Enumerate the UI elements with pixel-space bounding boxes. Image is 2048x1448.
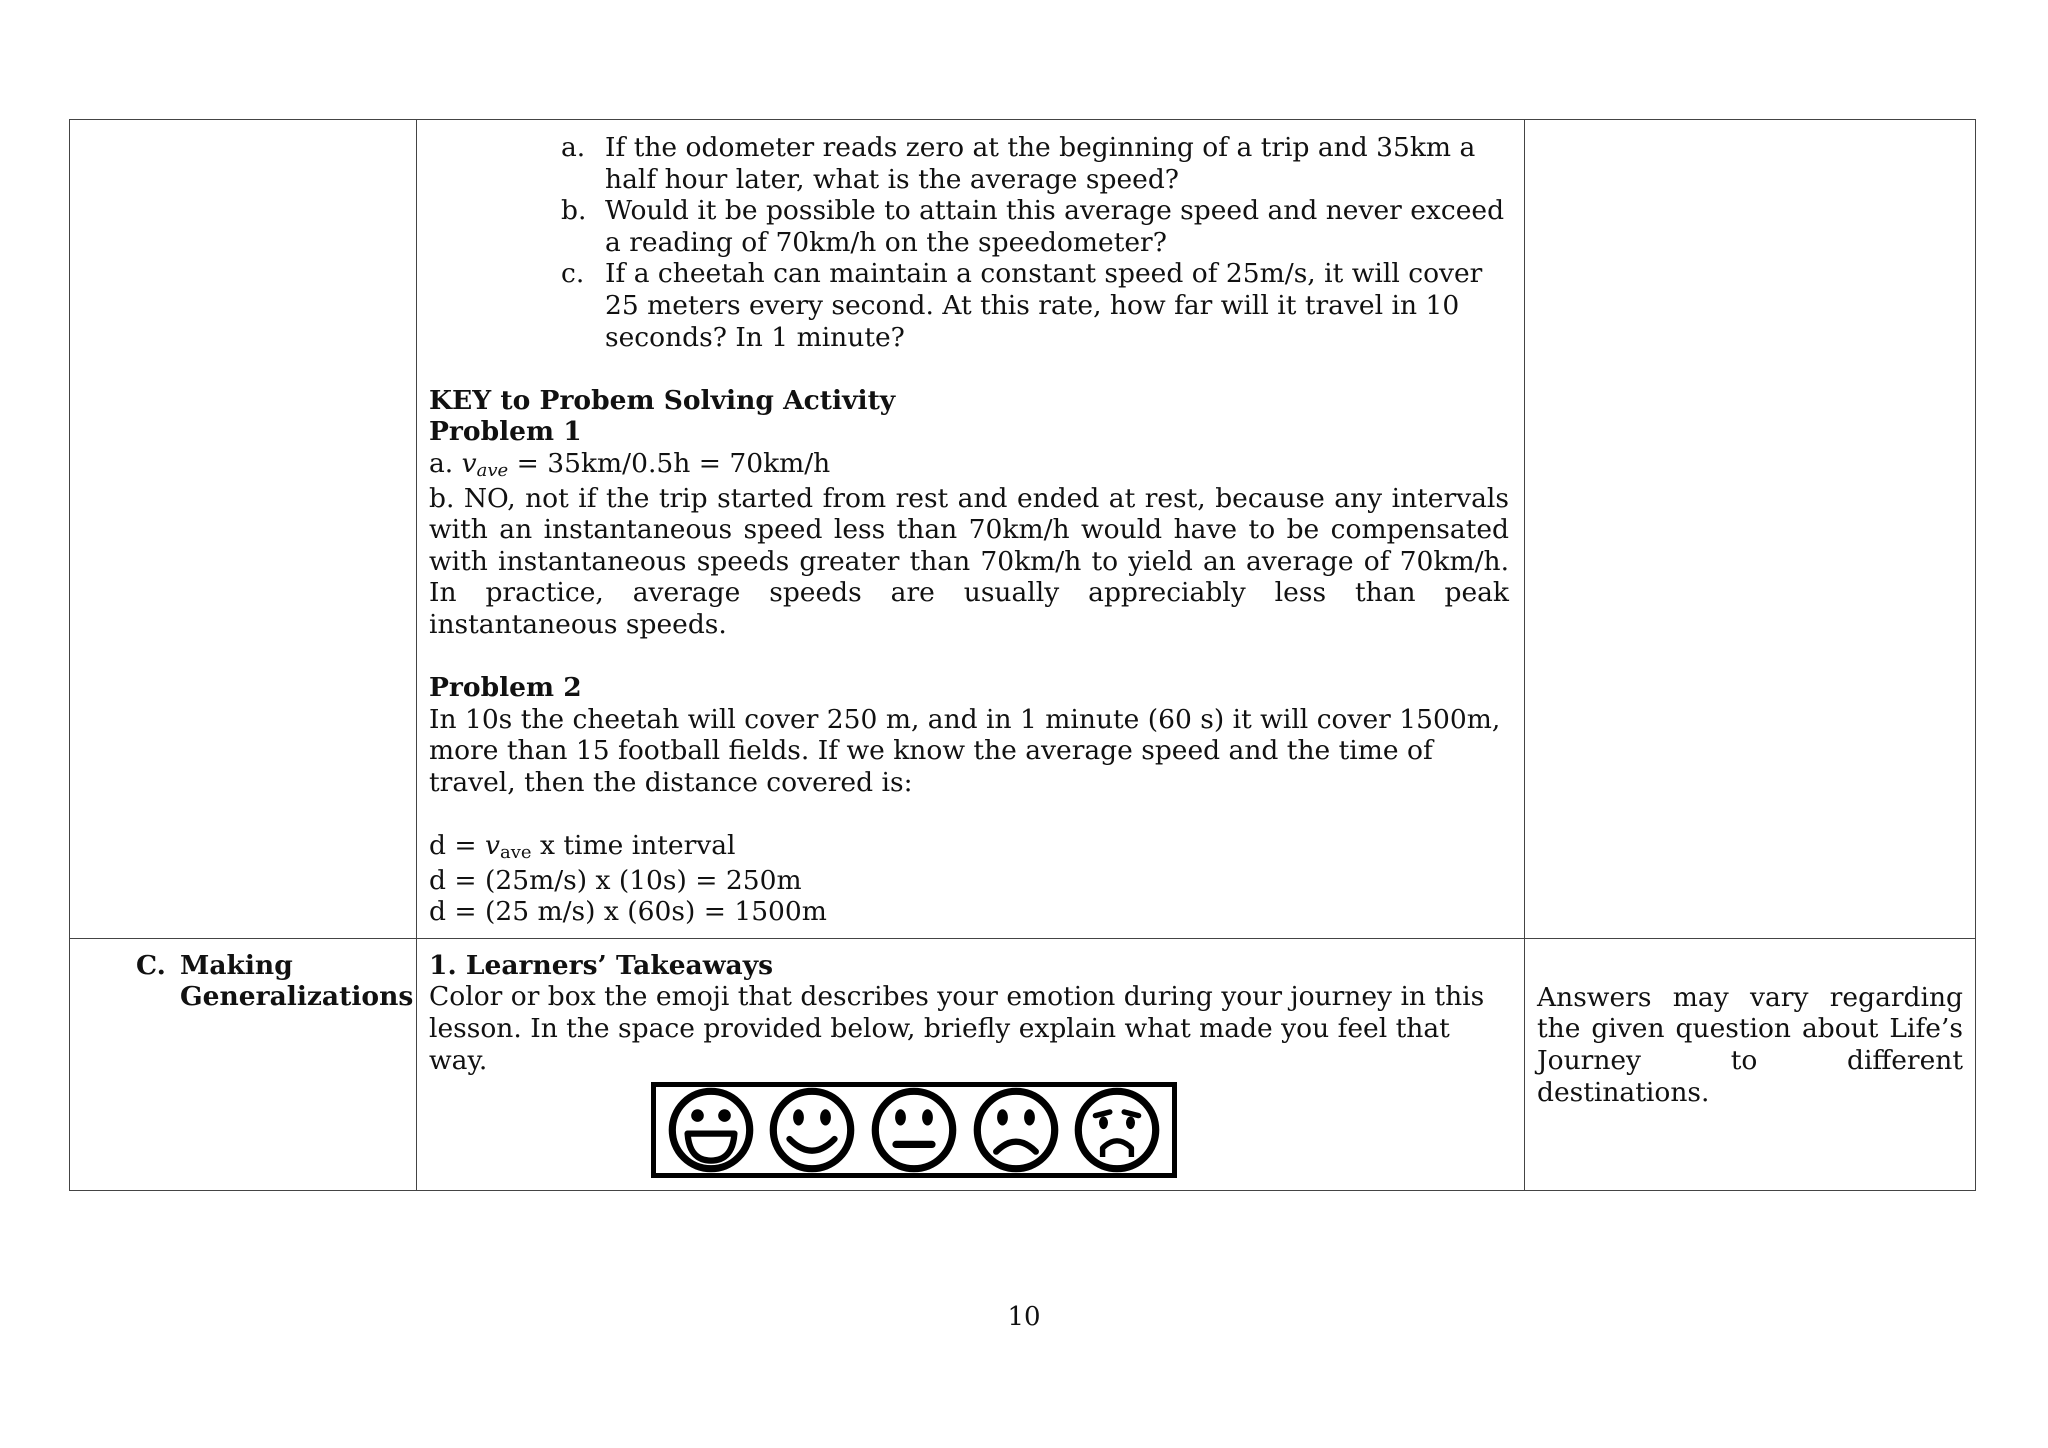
sad-face-icon[interactable] [971, 1085, 1061, 1175]
question-letter: a. [561, 132, 586, 163]
question-item [429, 132, 1509, 195]
section-title-line2: Generalizations [180, 981, 414, 1013]
question-text: If the odometer reads zero at the beginning of a trip and 35km a half hour later, what is the average speed? [605, 132, 1476, 195]
key-title: KEY to Probem Solving Activity [429, 384, 896, 416]
section-label [80, 949, 414, 1013]
distance-formula [429, 830, 1509, 865]
distance-10s: d = (25m/s) x (10s) = 250m [429, 864, 802, 896]
question-text: Would it be possible to attain this average speed and never exceed a reading of 70km/h on the speedometer? [605, 195, 1505, 258]
question-list [429, 132, 1509, 353]
happy-face-icon[interactable] [767, 1085, 857, 1175]
problem-2-title: Problem 2 [429, 672, 582, 704]
problem-1-title: Problem 1 [429, 416, 582, 448]
formula-prefix: d = [429, 830, 486, 862]
takeaways-cell [417, 938, 1525, 1190]
distance-60s: d = (25 m/s) x (60s) = 1500m [429, 896, 827, 928]
page-number: 10 [1007, 1302, 1041, 1332]
velocity-symbol: v [461, 447, 477, 479]
question-item [429, 258, 1509, 353]
problem-1a-answer [429, 448, 1509, 483]
section-title-line1: Making [180, 949, 293, 981]
very-sad-face-icon[interactable] [1072, 1085, 1162, 1175]
table-row [70, 120, 1976, 939]
velocity-subscript: ave [476, 459, 509, 481]
answer-equation: = 35km/0.5h = 70km/h [508, 447, 831, 479]
problem-2-text: In 10s the cheetah will cover 250 m, and in 1 minute (60 s) it will cover 1500m, more than 15 football fields. If we know the average speed and the time of travel, then the distance covered is: [429, 703, 1501, 798]
answer-cell [1525, 938, 1976, 1190]
formula-rest: x time interval [531, 830, 736, 862]
section-letter: C. [136, 949, 166, 981]
lesson-table [69, 119, 1976, 1191]
takeaways-heading: 1. Learners’ Takeaways [429, 949, 774, 981]
very-happy-face-icon[interactable] [666, 1085, 756, 1175]
section-cell [70, 938, 417, 1190]
question-text: If a cheetah can maintain a constant speed of 25m/s, it will cover 25 meters every second. At this rate, how far will it travel in 10 seconds? In 1 minute? [605, 258, 1483, 353]
problem-cell [417, 120, 1525, 939]
table-row [70, 938, 1976, 1190]
velocity-symbol: v [485, 830, 500, 862]
problem-1b-answer: b. NO, not if the trip started from rest and ended at rest, because any intervals with an instantaneous speed less than 70km/h would have to be compensated with instantaneous speeds greater than 70km/h to yield an average of 70km/h. In practice, average speeds are usually appreciably less than peak instantaneous speeds. [429, 482, 1509, 640]
velocity-subscript: ave [500, 842, 532, 864]
answer-prefix: a. [429, 447, 462, 479]
takeaways-instructions: Color or box the emoji that describes your emotion during your journey in this lesson. In the space provided below, briefly explain what made you feel that way. [429, 981, 1485, 1076]
answer-note: Answers may vary regarding the given question about Life’s Journey to different destinations. [1537, 981, 1963, 1108]
question-letter: b. [561, 195, 587, 227]
question-letter: c. [561, 258, 585, 290]
emoji-scale [651, 1082, 1177, 1178]
neutral-face-icon[interactable] [869, 1085, 959, 1175]
empty-cell [1525, 120, 1976, 939]
question-item [429, 195, 1509, 258]
empty-cell [70, 120, 417, 939]
